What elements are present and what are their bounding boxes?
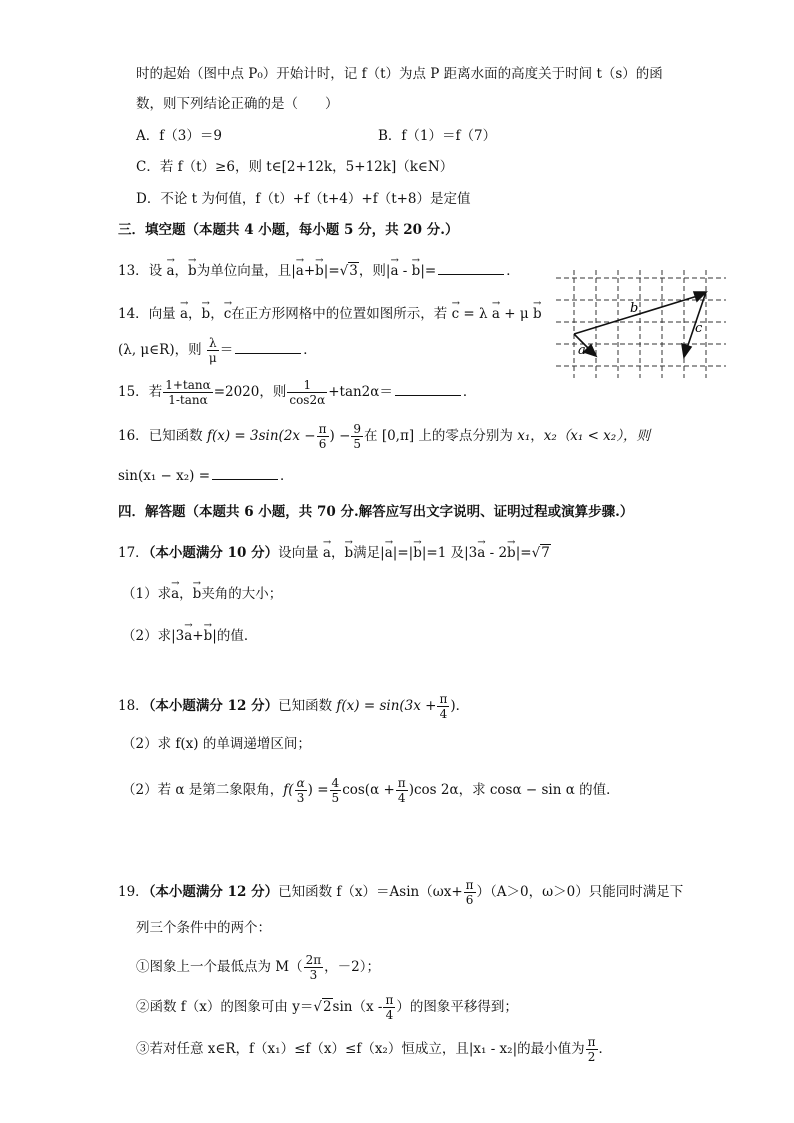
vector-b: → b [202,300,211,324]
fraction-cos2a [287,378,327,407]
q19-text: 已知函数 f（x）＝Asin（ωx+ [278,884,463,900]
q18-text: cos(α + [342,782,395,798]
q14-text: 向量 [148,306,176,322]
question-19 [118,878,683,907]
q19-score-tag: （本小题满分 12 分） [148,884,279,900]
q16-end: ． [280,468,294,484]
question-14 [118,300,542,324]
q17-number: 17． [118,545,149,561]
fraction-pi-6 [317,422,329,451]
frac-den: 6 [465,893,474,907]
sep: ， [174,263,189,279]
vector-a: → a [492,300,500,324]
frac-den: 5 [353,437,362,451]
q14-expr: = λ [463,306,488,322]
q17-text: 夹角的大小； [201,586,283,602]
q15-text: +tan2α＝ [328,384,393,400]
frac-den: cos2α [289,393,326,407]
q16-number: 16． [118,428,149,444]
q18-number: 18． [118,698,149,714]
q17-text: 满足| [353,545,385,561]
frac-den: 2 [587,1050,596,1064]
vector-a: → a [385,539,393,563]
q17-part-2 [122,622,257,646]
q14-eq: ＝ [219,342,234,358]
frac-num: 4 [331,776,340,790]
q19-line2: 列三个条件中的两个： [136,920,271,936]
sep: ， [530,428,544,444]
q18-part-1: （2）求 f(x) 的单调递增区间； [122,736,311,752]
answer-blank [235,339,301,354]
fraction-alpha-3 [295,776,307,805]
vector-a: → a [180,300,188,324]
q15-text: 若 [148,384,163,400]
question-16 [118,422,650,451]
frac-num: α [296,776,305,790]
frac-num: π [318,422,327,436]
q16-x1: x₁ [517,428,531,444]
q16-text: ) − [329,428,351,444]
q19-text: ③若对任意 x∈R，f（x₁）≤f（x）≤f（x₂）恒成立，且|x₁ - x₂|的最小值为 [136,1041,585,1057]
q13-text: 设 [148,263,163,279]
vector-a: → a [296,257,304,281]
section-4-title: 四．解答题（本题共 6 小题，共 70 分.解答应写出文字说明、证明过程或演算步骤.） [118,504,634,520]
vector-b: → b [315,257,324,281]
frac-num: π [439,692,448,706]
answer-blank [395,381,461,396]
frac-num: 1+tanα [165,378,211,392]
vector-b: → b [533,300,542,324]
q16-text: 在 [0,π] 上的零点分别为 [364,428,513,444]
q13-number: 13． [118,263,149,279]
q19-condition-1 [136,953,380,982]
q14-text: (λ, μ∈R)，则 [118,342,202,358]
q12-option-a: A．f（3）＝9 [136,128,222,144]
q17-text: |=1 及|3 [421,545,478,561]
q19-text: ②函数 f（x）的图象可由 y＝ [136,999,314,1015]
vector-b: → b [507,539,516,563]
frac-num: π [385,993,394,1007]
q17-text: （1）求 [122,586,172,602]
q19-condition-3 [136,1035,612,1064]
q15-text: =2020，则 [213,384,287,400]
vector-a: → a [166,257,174,281]
q18-function: f(x) = sin(3x + [336,698,437,714]
q19-text: ）的图象平移得到； [396,999,518,1015]
q19-text: ①图象上一个最低点为 M（ [136,959,303,975]
q13-text: ，则| [358,263,391,279]
sqrt-arg: 7 [541,545,550,561]
q17-text: （2）求|3 [122,628,185,644]
sep: ， [188,306,202,322]
q17-text: |= [515,545,532,561]
q18-part-2 [122,776,620,805]
fraction-2pi-3 [304,953,324,982]
q19-text: ，－2）； [324,959,380,975]
vector-grid-figure [556,270,726,378]
fraction-lambda-mu [207,336,219,365]
vector-a: → a [477,539,485,563]
frac-num: π [397,776,406,790]
q17-part-1 [122,580,282,604]
q12-option-c: C．若 f（t）≥6，则 t∈[2+12k，5+12k]（k∈N） [136,159,454,175]
answer-blank [438,260,504,275]
answer-blank [212,465,278,480]
frac-den: 1-tanα [168,393,208,407]
q13-text: |= [420,263,437,279]
fraction-4-5 [330,776,342,805]
vector-b: → b [413,539,422,563]
question-16-line2 [118,465,294,486]
q18-text: ) = [307,782,329,798]
q16-function: f(x) = 3sin(2x − [206,428,316,444]
q14-expr: + μ [504,306,529,322]
q18-text: f( [283,782,294,798]
q17-text: - 2 [489,545,508,561]
vector-b: → b [412,257,421,281]
vector-a: → a [184,622,192,646]
vector-b: → b [344,539,353,563]
sqrt-arg: 2 [322,999,332,1015]
sep: ， [210,306,224,322]
figure-label-c: c [695,321,703,336]
frac-den: 4 [397,791,406,805]
figure-label-a: a [578,343,586,358]
q16-text: 已知函数 [148,428,203,444]
vector-c: → c [224,300,232,324]
q19-text: sin（x - [332,999,383,1015]
section-3-title: 三．填空题（本题共 4 小题，每小题 5 分，共 20 分.） [118,222,459,238]
sep: ， [179,586,193,602]
fraction-pi-4 [383,993,395,1022]
vector-c: → c [452,300,460,324]
q13-text: 为单位向量，且| [196,263,296,279]
fraction-pi-2 [586,1035,598,1064]
frac-den: μ [208,351,217,365]
q19-text: ）（A＞0，ω＞0）只能同时满足下 [476,884,684,900]
vector-b: → b [193,580,202,604]
question-17: 17．（本小题满分 10 分）设向量 → a，→ b满足|→ a|=|→ b|=1 及|3→ a - 2→ b|=√7 [118,539,551,563]
fraction-tan [163,378,213,407]
q19-number: 19． [118,884,149,900]
figure-label-b: b [630,301,639,316]
vector-b: → b [188,257,197,281]
frac-num: 1 [287,378,327,393]
q17-score-tag: （本小题满分 10 分） [148,545,279,561]
q19-condition-2: ②函数 f（x）的图象可由 y＝√2sin（x - $\frac{\pi}{4}$ ）的图象平移得到； [136,993,518,1022]
frac-num: 2π [305,953,322,967]
q17-text: |的值． [212,628,258,644]
q12-option-d: D．不论 t 为何值，f（t）+f（t+4）+f（t+8）是定值 [136,191,471,207]
question-15 [118,378,476,407]
frac-num: λ [207,336,219,351]
q17-text: 设向量 [278,545,319,561]
vector-a: → a [171,580,179,604]
frac-den: 5 [331,791,340,805]
fraction-9-5 [351,422,363,451]
q13-end: ． [506,263,520,279]
vector-b: → b [204,622,213,646]
q12-stem-line2: 数，则下列结论正确的是（ ） [136,96,339,112]
q15-number: 15． [118,384,149,400]
q16-x2: x₂（x₁ < x₂），则 [543,428,650,444]
q18-text: )cos 2α，求 cosα − sin α 的值． [408,782,620,798]
vector-a: → a [323,539,331,563]
q18-text: )． [450,698,470,714]
frac-den: 4 [439,707,448,721]
sep: ， [330,545,345,561]
q18-score-tag: （本小题满分 12 分） [148,698,279,714]
question-13: 13．设 → a，→ b为单位向量，且|→ a+→ b|=√3，则|→ a - → b|= ． [118,257,520,281]
q17-text: |=| [392,545,414,561]
q19-text: ． [598,1041,613,1057]
q12-stem-line1: 时的起始（图中点 P₀）开始计时，记 f（t）为点 P 距离水面的高度关于时间 t（s）的函 [136,66,663,82]
frac-den: 3 [296,791,305,805]
vector-c-arrowhead [682,344,691,357]
frac-den: 4 [385,1008,394,1022]
q14-number: 14． [118,306,149,322]
frac-den: 6 [318,437,327,451]
fraction-pi-4 [437,692,449,721]
q17-text: + [192,628,204,644]
q14-text: 在正方形网格中的位置如图所示，若 [231,306,448,322]
question-14-line2 [118,336,317,365]
frac-num: 9 [353,422,362,436]
frac-num: π [465,878,474,892]
q12-option-b: B．f（1）＝f（7） [378,128,497,144]
q16-text: sin(x₁ − x₂) = [118,468,211,484]
sqrt-arg: 3 [349,263,358,279]
vector-a: → a [390,257,398,281]
q14-end: ． [303,342,317,358]
q13-text: |= [323,263,340,279]
fraction-pi-6 [464,878,476,907]
q18-text: 已知函数 [278,698,333,714]
question-18 [118,692,469,721]
fraction-pi-4 [396,776,408,805]
q18-text: （2）若 α 是第二象限角， [122,782,284,798]
q15-end: ． [462,384,477,400]
frac-den: 3 [309,968,318,982]
frac-num: π [587,1035,596,1049]
